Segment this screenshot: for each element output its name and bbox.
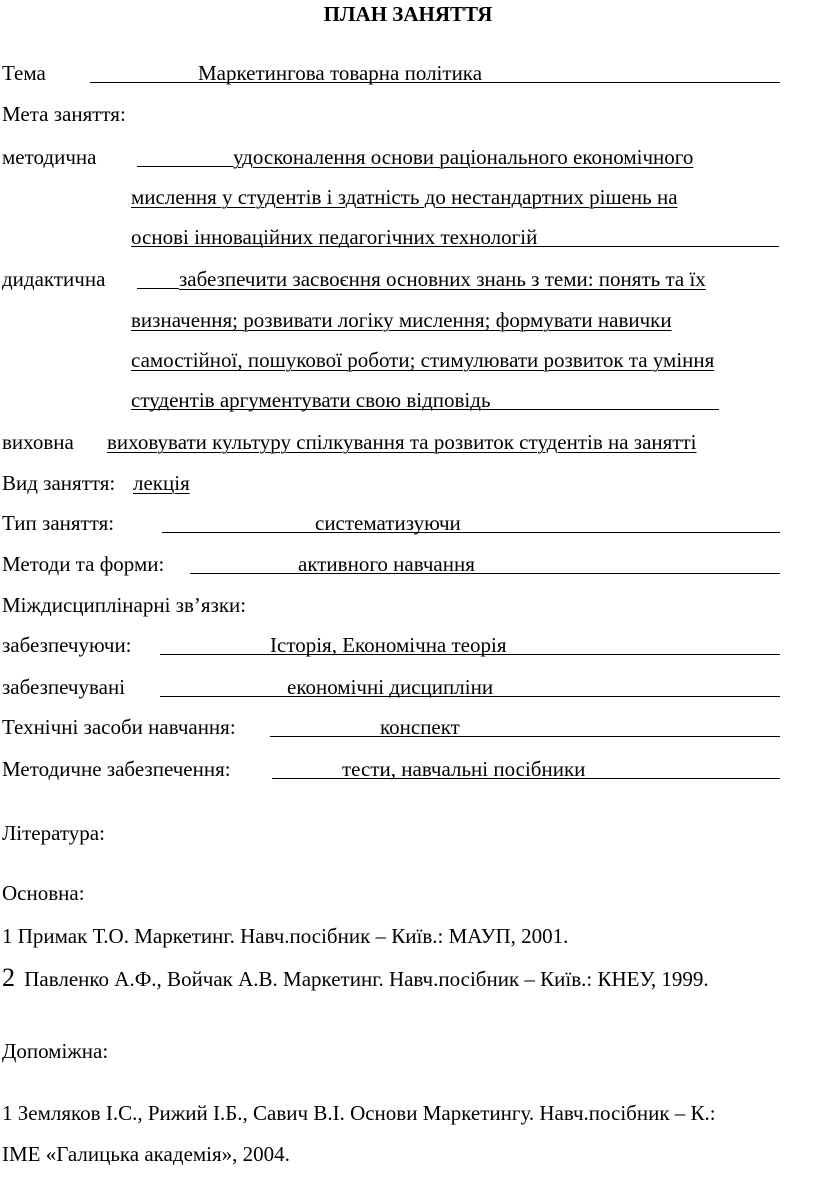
tech-means-rule bbox=[270, 736, 780, 737]
methodical-line-3: основі інноваційних педагогічних технологій bbox=[131, 225, 538, 249]
method-support-value: тести, навчальні посібники bbox=[342, 757, 586, 781]
methods-rule bbox=[190, 573, 780, 574]
didactic-line-2: визначення; розвивати логіку мислення; формувати навички bbox=[131, 308, 672, 332]
methodical-label: методична bbox=[2, 145, 97, 169]
main-refs-label: Основна: bbox=[2, 881, 85, 905]
methodical-line-2: мислення у студентів і здатність до нестандартних рішень на bbox=[131, 185, 678, 209]
topic-value: Маркетингова товарна політика bbox=[198, 61, 483, 85]
provided-label: забезпечувані bbox=[2, 675, 126, 699]
aux-ref-1-line-2: ІМЕ «Галицька академія», 2004. bbox=[2, 1142, 290, 1166]
methods-label: Методи та форми: bbox=[2, 552, 165, 576]
didactic-lead-rule bbox=[137, 288, 179, 289]
methodical-lead-rule bbox=[137, 166, 233, 167]
methods-value: активного навчання bbox=[298, 552, 475, 576]
goal-label: Мета заняття: bbox=[2, 102, 126, 126]
lesson-type-label: Тип заняття: bbox=[2, 511, 115, 535]
tech-means-label: Технічні засоби навчання: bbox=[2, 715, 236, 739]
page-title: ПЛАН ЗАНЯТТЯ bbox=[323, 2, 493, 26]
didactic-label: дидактична bbox=[2, 267, 106, 291]
method-support-label: Методичне забезпечення: bbox=[2, 757, 231, 781]
tech-means-value: конспект bbox=[380, 715, 460, 739]
main-ref-2-num: 2 bbox=[2, 963, 15, 992]
didactic-line-3: самостійної, пошукової роботи; стимулювати розвиток та уміння bbox=[131, 348, 715, 372]
lesson-kind-value: лекція bbox=[133, 471, 190, 495]
provided-value: економічні дисципліни bbox=[287, 675, 494, 699]
aux-ref-1-line-1 bbox=[2, 1100, 716, 1126]
providing-value: Історія, Економічна теорія bbox=[270, 633, 507, 657]
methodical-line-1: удосконалення основи раціонального економічного bbox=[233, 145, 694, 169]
main-ref-1 bbox=[2, 923, 568, 949]
lesson-kind-label: Вид заняття: bbox=[2, 471, 116, 495]
main-ref-2 bbox=[2, 965, 709, 992]
lesson-type-value: систематизуючи bbox=[315, 511, 461, 535]
topic-label: Тема bbox=[2, 61, 46, 85]
main-ref-1-text: Примак Т.О. Маркетинг. Навч.посібник – Київ.: МАУП, 2001. bbox=[17, 924, 569, 948]
didactic-line-4: студентів аргументувати свою відповідь bbox=[131, 388, 491, 412]
main-ref-2-text: Павленко А.Ф., Войчак А.В. Маркетинг. Навч.посібник – Київ.: КНЕУ, 1999. bbox=[24, 967, 709, 991]
providing-label: забезпечуючи: bbox=[2, 633, 132, 657]
aux-ref-1-text: Земляков І.С., Рижий І.Б., Савич В.І. Основи Маркетингу. Навч.посібник – К.: bbox=[17, 1101, 716, 1125]
educational-value: виховувати культуру спілкування та розвиток студентів на занятті bbox=[107, 430, 697, 454]
interdisciplinary-label: Міждисциплінарні зв’язки: bbox=[2, 593, 247, 617]
didactic-line-1: забезпечити засвоєння основних знань з теми: понять та їх bbox=[179, 267, 706, 291]
lesson-type-rule bbox=[162, 532, 780, 533]
literature-label: Література: bbox=[2, 821, 105, 845]
aux-ref-1-num: 1 bbox=[2, 1101, 13, 1125]
main-ref-1-num: 1 bbox=[2, 924, 13, 948]
aux-refs-label: Допоміжна: bbox=[2, 1039, 109, 1063]
educational-label: виховна bbox=[2, 430, 74, 454]
